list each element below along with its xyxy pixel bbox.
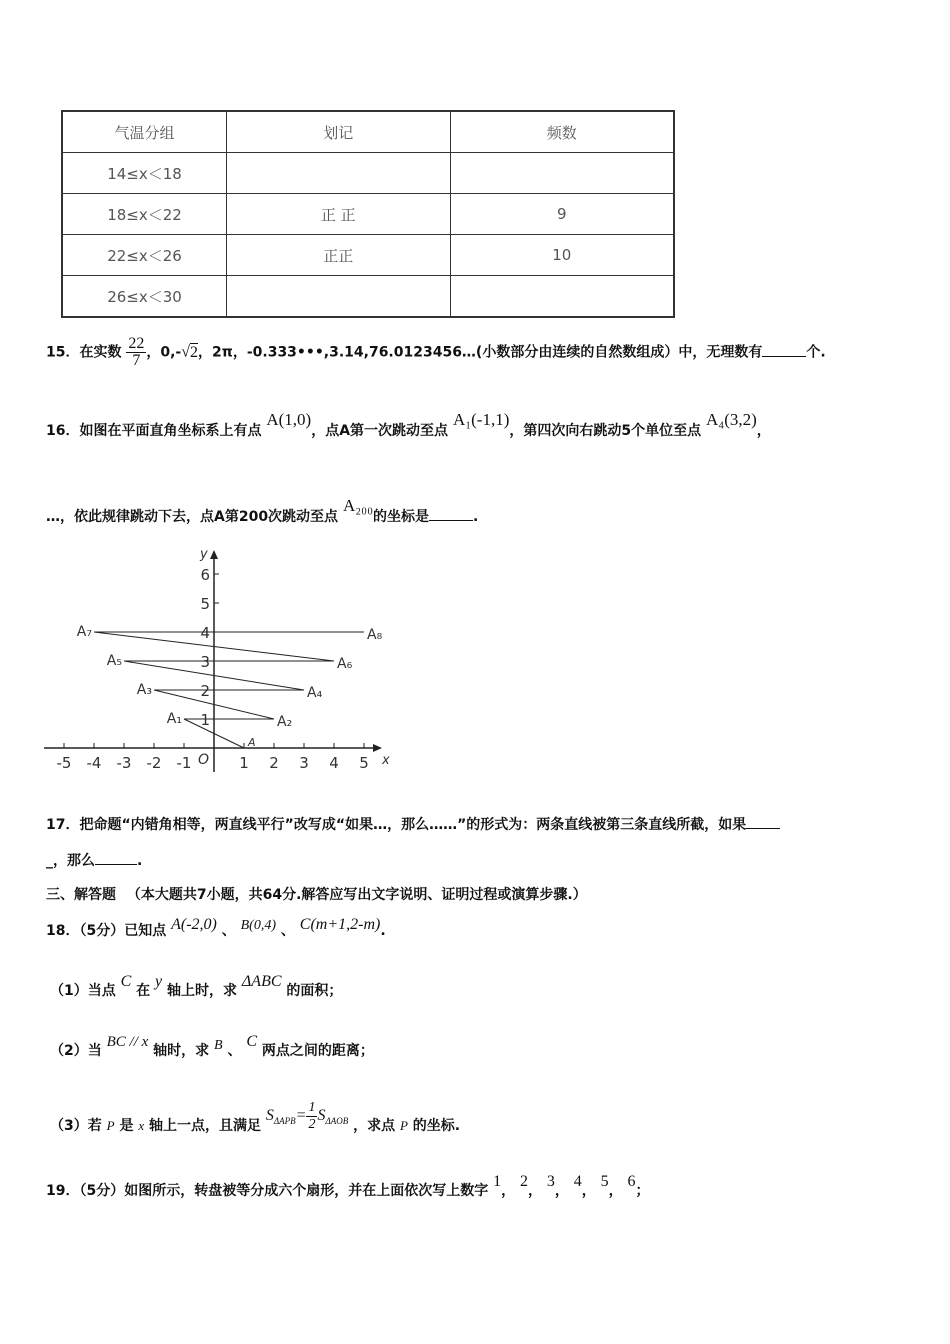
freq-cell: [450, 153, 674, 194]
x-tick-label: 3: [299, 754, 309, 772]
question-19: [46, 1173, 650, 1200]
q16-text: .: [473, 509, 479, 525]
part-text: 当点: [87, 983, 116, 999]
answer-blank: [429, 520, 473, 521]
q19-sep: ，: [581, 1183, 596, 1199]
answer-blank: [95, 864, 137, 865]
y-tick-label: 5: [200, 595, 210, 613]
sqrt-radicand: 2: [190, 343, 199, 361]
q19-sep: ，: [608, 1183, 623, 1199]
question-number: 18．: [46, 923, 80, 939]
sqrt-symbol: √2: [181, 343, 199, 361]
part-text: 轴时，求: [153, 1043, 210, 1059]
part-text: 、: [227, 1043, 242, 1059]
q15-text: 个.: [806, 344, 826, 361]
section-title: 三、解答题: [46, 887, 116, 903]
range-cell: 14≤x＜18: [62, 153, 227, 194]
q17-text: 把命题“内错角相等，两直线平行”改写成“如果…，那么……”的形式为：两条直线被第三条直线所截，如果: [79, 817, 747, 833]
var-C: C: [246, 1033, 258, 1050]
question-18-part2: [50, 1033, 374, 1060]
freq-cell: 9: [450, 194, 674, 235]
q16-text: ，: [756, 423, 771, 439]
question-number: 15．: [46, 344, 80, 361]
tally-cell: 正 正: [227, 194, 450, 235]
header-cell: 划记: [227, 111, 450, 153]
y-tick-label: 4: [200, 624, 210, 642]
var-P: P: [106, 1118, 115, 1134]
x-tick-label: 4: [329, 754, 339, 772]
q18-text: 、: [280, 923, 295, 939]
x-tick-label: 2: [269, 754, 279, 772]
point-label-A5: A₅: [106, 653, 122, 669]
y-tick-label: 2: [200, 682, 210, 700]
number-4: 4: [573, 1173, 582, 1190]
var-C: C: [120, 973, 132, 990]
point-label-A1: A₁: [166, 711, 182, 727]
point-label-A4: A₄: [307, 685, 323, 701]
question-18: [46, 916, 386, 940]
point-C: C(m+1,2-m): [299, 916, 381, 933]
number-3: 3: [546, 1173, 555, 1190]
part-label: （2）: [50, 1043, 88, 1059]
x-tick-label: 1: [239, 754, 249, 772]
y-tick-label: 1: [200, 711, 210, 729]
point-A1: A₁(-1,1): [452, 410, 510, 429]
frac-denominator: 7: [132, 352, 141, 369]
y-axis-label: y: [200, 547, 208, 562]
triangle-ABC: ΔABC: [241, 973, 282, 990]
x-axis-label: x: [382, 753, 390, 768]
number-6: 6: [627, 1173, 636, 1190]
q19-sep: ，: [501, 1183, 516, 1199]
table-header-row: [62, 111, 674, 153]
q16-text: ，点A第一次跳动至点: [311, 423, 449, 439]
range-cell: 26≤x＜30: [62, 276, 227, 318]
header-cell: 气温分组: [62, 111, 227, 153]
number-1: 1: [493, 1173, 502, 1190]
frac-numerator: 22: [128, 335, 145, 352]
q16-text: ，第四次向右跳动5个单位至点: [509, 423, 702, 439]
question-16: [46, 410, 771, 440]
part-text: ，求点: [353, 1118, 396, 1135]
q16-text: …，依此规律跳动下去，点A第200次跳动至点: [46, 509, 339, 525]
origin-label: O: [198, 752, 210, 768]
point-B: B(0,4): [240, 918, 277, 933]
point-A200: A₂₀₀: [342, 496, 373, 515]
part-text: 当: [87, 1043, 102, 1059]
point-label-A3: A₃: [136, 682, 152, 698]
table-row: [62, 153, 674, 194]
range-cell: 18≤x＜22: [62, 194, 227, 235]
section-desc: （本大题共7小题，共64分.解答应写出文字说明、证明过程或演算步骤.）: [126, 887, 587, 903]
q16-text: 如图在平面直角坐标系上有点: [79, 423, 262, 439]
part-text: 轴上一点，且满足: [148, 1118, 261, 1135]
x-tick-label: -4: [86, 754, 102, 772]
points-label: （5分）: [79, 923, 125, 939]
x-tick-label: -1: [176, 754, 192, 772]
coordinate-graph: [40, 540, 400, 780]
question-number: 16．: [46, 423, 80, 439]
q18-text: 、: [221, 923, 236, 939]
frequency-table: [61, 110, 675, 318]
area-subscript: ΔAPB: [273, 1116, 296, 1127]
q15-text: ，2π，-0.333•••,3.14,76.0123456…(小数部分由连续的自然数组成）中，无理数有: [198, 344, 763, 361]
question-18-part3: [50, 1100, 461, 1143]
q18-text: 已知点: [124, 923, 167, 939]
y-tick-label: 6: [200, 566, 210, 584]
var-B: B: [214, 1038, 223, 1053]
number-5: 5: [600, 1173, 609, 1190]
part-label: （3）: [50, 1118, 88, 1135]
q18-text: .: [380, 923, 386, 939]
tally-cell: [227, 276, 450, 318]
q17-text: .: [137, 853, 143, 869]
point-A: A(1,0): [266, 410, 312, 429]
part-text: 的坐标.: [412, 1118, 461, 1135]
q19-sep: ；: [635, 1183, 650, 1199]
x-tick-label: -3: [116, 754, 132, 772]
area-subscript: ΔAOB: [325, 1116, 349, 1127]
points-label: （5分）: [79, 1183, 125, 1199]
number-2: 2: [519, 1173, 528, 1190]
area-equation: [265, 1100, 349, 1132]
question-number: 17．: [46, 817, 80, 833]
table-row: [62, 276, 674, 318]
table-row: [62, 235, 674, 276]
answer-blank: [746, 828, 780, 829]
equals-sign: =: [295, 1107, 307, 1125]
x-tick-label: -5: [56, 754, 72, 772]
y-axis-arrow: [210, 550, 218, 559]
range-cell: 22≤x＜26: [62, 235, 227, 276]
frac-numerator: 1: [308, 1100, 316, 1115]
point-label-A2: A₂: [277, 714, 293, 730]
point-A: A(-2,0): [171, 916, 217, 933]
part-label: （1）: [50, 983, 88, 999]
part-text: 两点之间的距离；: [261, 1043, 374, 1059]
part-text: 若: [87, 1118, 102, 1135]
y-tick-label: 3: [200, 653, 210, 671]
point-A4: A₄(3,2): [706, 410, 757, 429]
var-x: x: [138, 1118, 145, 1134]
freq-cell: 10: [450, 235, 674, 276]
point-label-A6: A₆: [337, 656, 353, 672]
question-16-line2: [46, 496, 479, 526]
fraction-half: [306, 1100, 317, 1133]
question-17-line2: [46, 850, 142, 870]
part-text: 在: [136, 983, 151, 999]
q15-text: 在实数: [79, 344, 122, 361]
question-number: 19．: [46, 1183, 80, 1199]
q19-text: 如图所示，转盘被等分成六个扇形，并在上面依次写上数字: [124, 1183, 489, 1199]
var-y: y: [155, 973, 163, 990]
table-row: [62, 194, 674, 235]
area-symbol: S: [265, 1107, 274, 1125]
point-label-A7: A₇: [76, 624, 92, 640]
point-label-A: A: [248, 736, 256, 749]
q17-text: _，那么: [46, 853, 95, 869]
question-17: [46, 814, 780, 834]
part-text: 的面积；: [286, 983, 343, 999]
q19-sep: ，: [554, 1183, 569, 1199]
area-symbol: S: [317, 1107, 326, 1125]
part-text: 轴上时，求: [167, 983, 238, 999]
header-cell: 频数: [450, 111, 674, 153]
question-15: [46, 336, 826, 369]
x-axis-arrow: [373, 744, 382, 752]
freq-cell: [450, 276, 674, 318]
q16-text: 的坐标是: [373, 509, 429, 525]
x-tick-label: 5: [359, 754, 369, 772]
question-18-part1: [50, 973, 343, 1000]
tally-cell: [227, 153, 450, 194]
var-P: P: [399, 1118, 408, 1134]
fraction-22-7: [126, 336, 146, 369]
q19-sep: ，: [527, 1183, 542, 1199]
point-label-A8: A₈: [367, 627, 383, 643]
answer-blank: [762, 356, 806, 357]
q15-text: ，0,-: [146, 344, 182, 361]
part-text: 是: [119, 1118, 134, 1135]
x-tick-label: -2: [146, 754, 162, 772]
frac-denominator: 2: [308, 1117, 316, 1132]
tally-cell: 正正: [227, 235, 450, 276]
section-3-heading: [46, 884, 587, 904]
condition-bc-parallel-x: BC // x: [106, 1034, 149, 1050]
